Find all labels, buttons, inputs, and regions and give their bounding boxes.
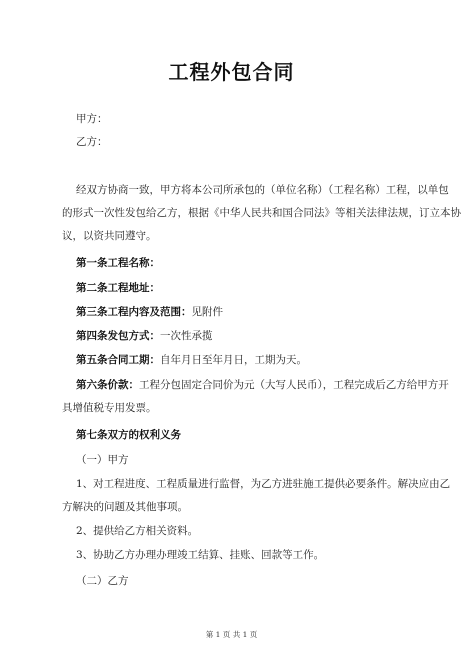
clause-6-label: 第六条价款： (76, 379, 139, 391)
clause-3 (76, 305, 421, 319)
clause-5 (76, 353, 421, 367)
party-a-item-2: 2、提供给乙方相关资料。 (76, 525, 199, 537)
party-a-item-1-line-2: 方解决的问题及其他事项。 (62, 501, 188, 513)
page-footer: 第 1 页 共 1 页 (205, 630, 258, 639)
clause-4-label: 第四条发包方式： (76, 330, 160, 342)
clause-7-label: 第七条双方的权利义务 (76, 429, 181, 441)
clause-6-value-line-1: 工程分包固定合同价为元（大写人民币），工程完成后乙方给甲方开 (139, 379, 449, 391)
clause-3-label: 第三条工程内容及范围： (76, 306, 192, 318)
clause-2 (76, 281, 421, 295)
clause-2-label: 第二条工程地址： (76, 282, 160, 294)
clause-6 (76, 378, 449, 392)
intro-line-1: 经双方协商一致，甲方将本公司所承包的（单位名称）（工程名称）工程，以单包 (76, 184, 449, 196)
clause-6-value-line-2: 具增值税专用发票。 (62, 402, 157, 414)
clause-4-value: 一次性承揽 (160, 330, 213, 342)
clause-1-label: 第一条工程名称： (76, 257, 160, 269)
intro-line-3: 议，以资共同遵守。 (62, 230, 157, 242)
document-title: 工程外包合同 (168, 60, 295, 84)
party-a-item-1-line-1: 1、对工程进度、工程质量进行监督，为乙方进驻施工提供必要条件。解决应由乙 (76, 478, 451, 490)
clause-5-value: 自年月日至年月日，工期为天。 (160, 354, 307, 366)
party-b-section-heading: （二）乙方 (76, 575, 129, 587)
clause-4 (76, 329, 421, 343)
clause-1 (76, 256, 421, 270)
party-a-label: 甲方： (76, 113, 108, 125)
party-a-section-heading: （一）甲方 (76, 454, 129, 466)
intro-line-2: 的形式一次性发包给乙方，根据《中华人民共和国合同法》等相关法律法规，订立本协 (62, 207, 461, 219)
party-a-item-3: 3、协助乙方办理办理竣工结算、挂账、回款等工作。 (76, 549, 325, 561)
clause-5-label: 第五条合同工期： (76, 354, 160, 366)
clause-3-value: 见附件 (191, 306, 223, 318)
party-b-label: 乙方： (76, 136, 108, 148)
